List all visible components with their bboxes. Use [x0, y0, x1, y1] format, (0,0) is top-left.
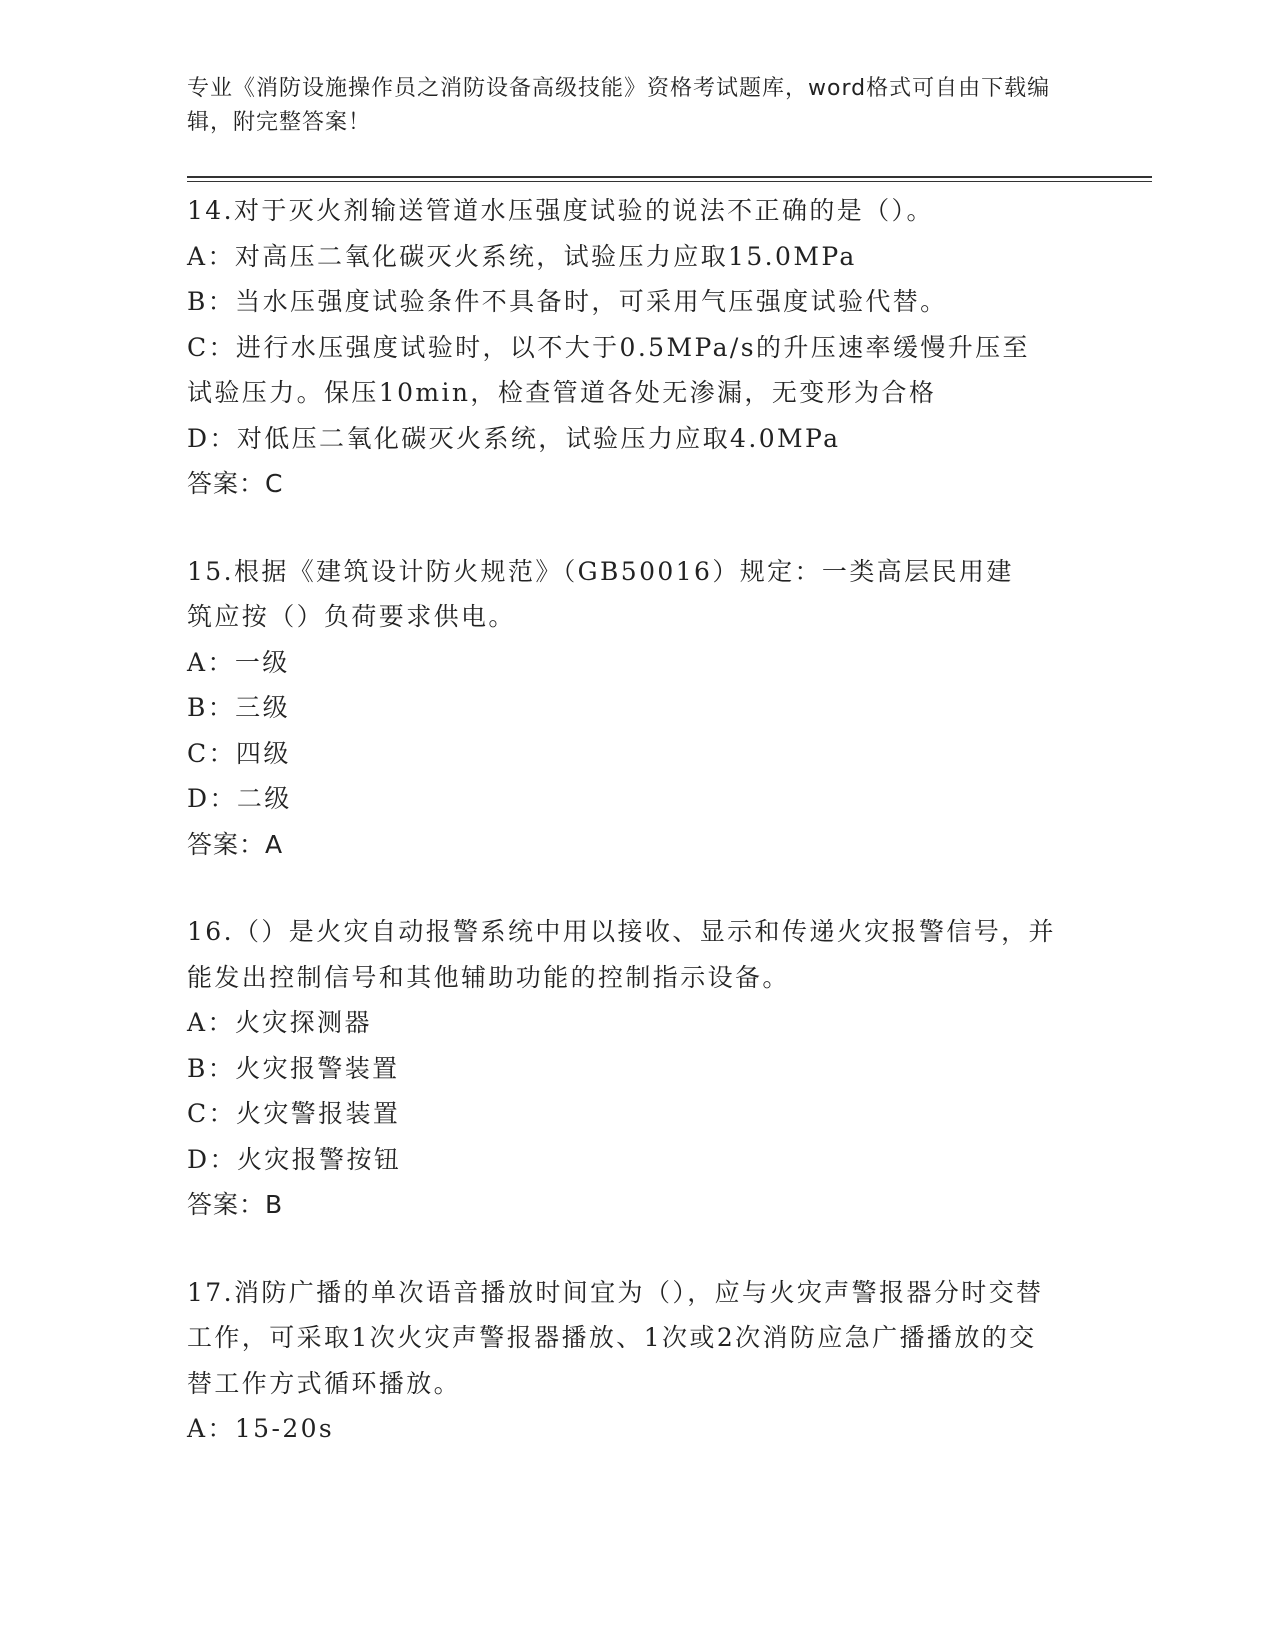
- answer-line: 答案：B: [187, 1190, 284, 1219]
- question-stem: 16.（）是火灾自动报警系统中用以接收、显示和传递火灾报警信号，并能发出控制信号和其他辅助功能的控制指示设备。: [187, 917, 1056, 992]
- option-a: A：一级: [187, 647, 290, 677]
- option-b: B：三级: [187, 693, 290, 722]
- question-14: [187, 188, 1087, 507]
- option-c: C：火灾警报装置: [187, 1099, 401, 1128]
- option-c: C：进行水压强度试验时，以不大于0.5MPa/s的升压速率缓慢升压至试验压力。保压10min，检查管道各处无渗漏，无变形为合格: [187, 332, 1030, 407]
- document-header: 专业《消防设施操作员之消防设备高级技能》资格考试题库，word格式可自由下载编辑，附完整答案！: [187, 76, 1051, 135]
- option-a: A：15-20s: [187, 1414, 335, 1443]
- question-stem: 14.对于灭火剂输送管道水压强度试验的说法不正确的是（）。: [187, 196, 934, 225]
- header-divider-thin: [187, 181, 1152, 182]
- question-stem: 15.根据《建筑设计防火规范》（GB50016）规定：一类高层民用建筑应按（）负荷要求供电。: [187, 556, 1014, 631]
- option-a: A：火灾探测器: [187, 1008, 372, 1037]
- option-b: B：当水压强度试验条件不具备时，可采用气压强度试验代替。: [187, 287, 948, 316]
- answer-line: 答案：C: [187, 469, 284, 498]
- header-divider-thick: [187, 176, 1152, 178]
- question-list: [187, 188, 1087, 1494]
- option-d: D：二级: [187, 784, 292, 813]
- option-a: A：对高压二氧化碳灭火系统，试验压力应取15.0MPa: [187, 241, 857, 271]
- option-d: D：火灾报警按钮: [187, 1144, 402, 1174]
- option-b: B：火灾报警装置: [187, 1053, 400, 1083]
- question-stem: 17.消防广播的单次语音播放时间宜为（），应与火灾声警报器分时交替工作，可采取1次火灾声警报器播放、1次或2次消防应急广播播放的交替工作方式循环播放。: [187, 1277, 1044, 1398]
- answer-line: 答案：A: [187, 829, 284, 859]
- option-c: C：四级: [187, 738, 291, 768]
- question-16: [187, 909, 1087, 1228]
- option-d: D：对低压二氧化碳灭火系统，试验压力应取4.0MPa: [187, 423, 841, 453]
- question-15: [187, 549, 1087, 868]
- question-17: [187, 1270, 1087, 1452]
